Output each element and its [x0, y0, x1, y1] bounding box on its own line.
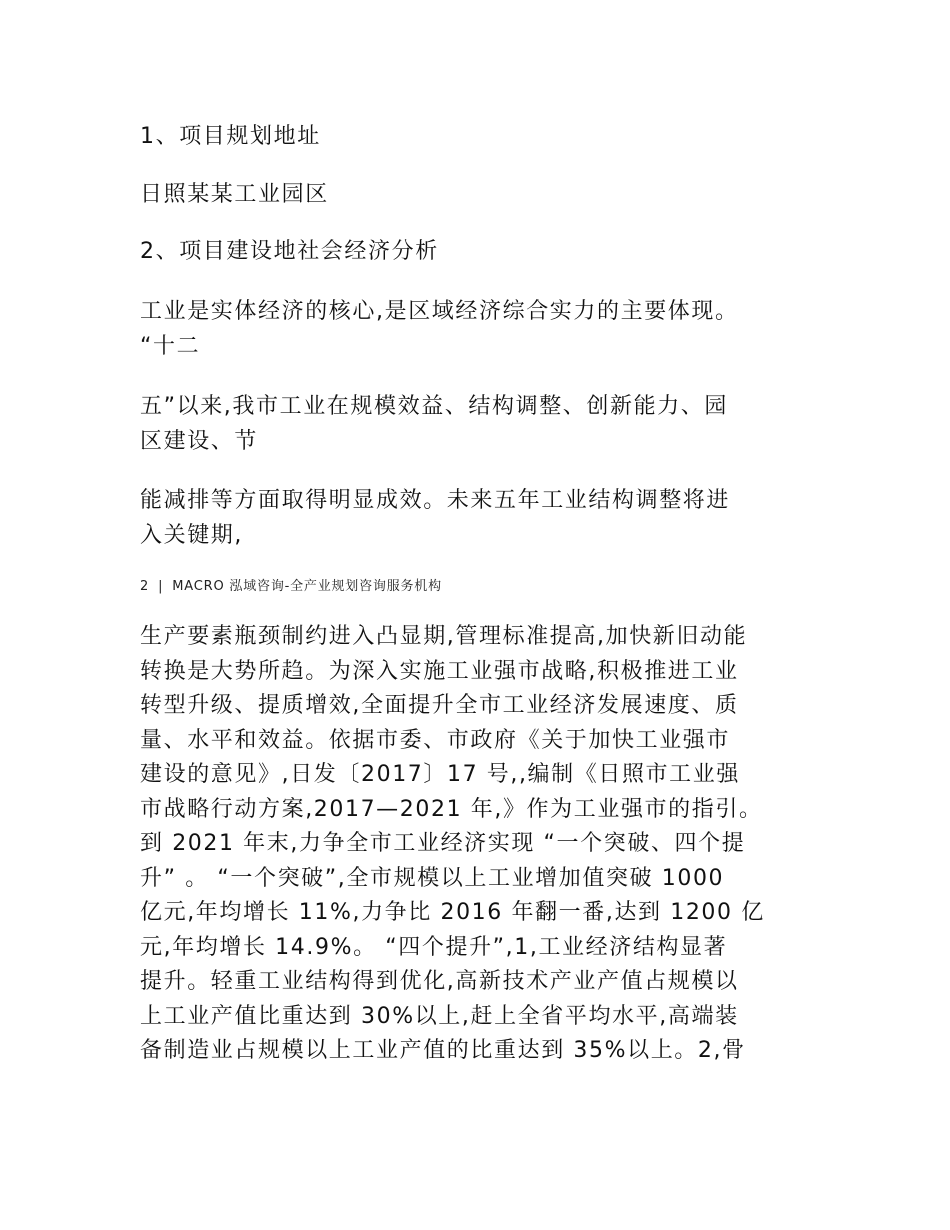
body-line: 亿元,年均增长 11%,力争比 2016 年翻一番,达到 1200 亿 [140, 900, 765, 925]
project-address: 日照某某工业园区 [140, 182, 329, 207]
footer-text: MACRO 泓域咨询-全产业规划咨询服务机构 [172, 579, 442, 594]
body-line: 提升。轻重工业结构得到优化,高新技术产业产值占规模以 [140, 969, 739, 994]
body-line: 生产要素瓶颈制约进入凸显期,管理标准提高,加快新旧动能 [140, 624, 748, 649]
body-line: 到 2021 年末,力争全市工业经济实现 “一个突破、四个提 [140, 831, 746, 856]
page-number: 2 [140, 579, 150, 594]
body-line: 上工业产值比重达到 30%以上,赶上全省平均水平,高端装 [140, 1003, 739, 1029]
body-line: 建设的意见》,日发〔2017〕17 号,,编制《日照市工业强 [140, 762, 740, 787]
body-paragraph [140, 620, 820, 1069]
paragraph-line: 能减排等方面取得明显成效。未来五年工业结构调整将进 [140, 488, 731, 513]
paragraph-line: 工业是实体经济的核心,是区域经济综合实力的主要体现。 [140, 299, 739, 324]
body-line: 元,年均增长 14.9%。 “四个提升”,1,工业经济结构显著 [140, 934, 728, 960]
body-line: 市战略行动方案,2017—2021 年,》作为工业强市的指引。 [140, 796, 763, 822]
body-line: 升” 。 “一个突破”,全市规模以上工业增加值突破 1000 [140, 865, 725, 891]
section-heading-socioeconomic-analysis: 2、项目建设地社会经济分析 [140, 239, 439, 264]
body-line: 量、水平和效益。依据市委、市政府《关于加快工业强市 [140, 727, 731, 753]
body-line: 转换是大势所趋。为深入实施工业强市战略,积极推进工业 [140, 658, 739, 684]
body-line: 转型升级、提质增效,全面提升全市工业经济发展速度、质 [140, 693, 739, 718]
section-heading-planning-address: 1、项目规划地址 [140, 124, 321, 149]
paragraph-line: 五”以来,我市工业在规模效益、结构调整、创新能力、园 [140, 394, 728, 419]
footer-separator: | [158, 579, 164, 594]
paragraph-line: “十二 [140, 334, 201, 359]
page-footer [140, 578, 442, 596]
paragraph-line: 入关键期, [140, 523, 243, 548]
paragraph-line: 区建设、节 [140, 429, 259, 454]
body-line: 备制造业占规模以上工业产值的比重达到 35%以上。2,骨 [140, 1038, 746, 1063]
